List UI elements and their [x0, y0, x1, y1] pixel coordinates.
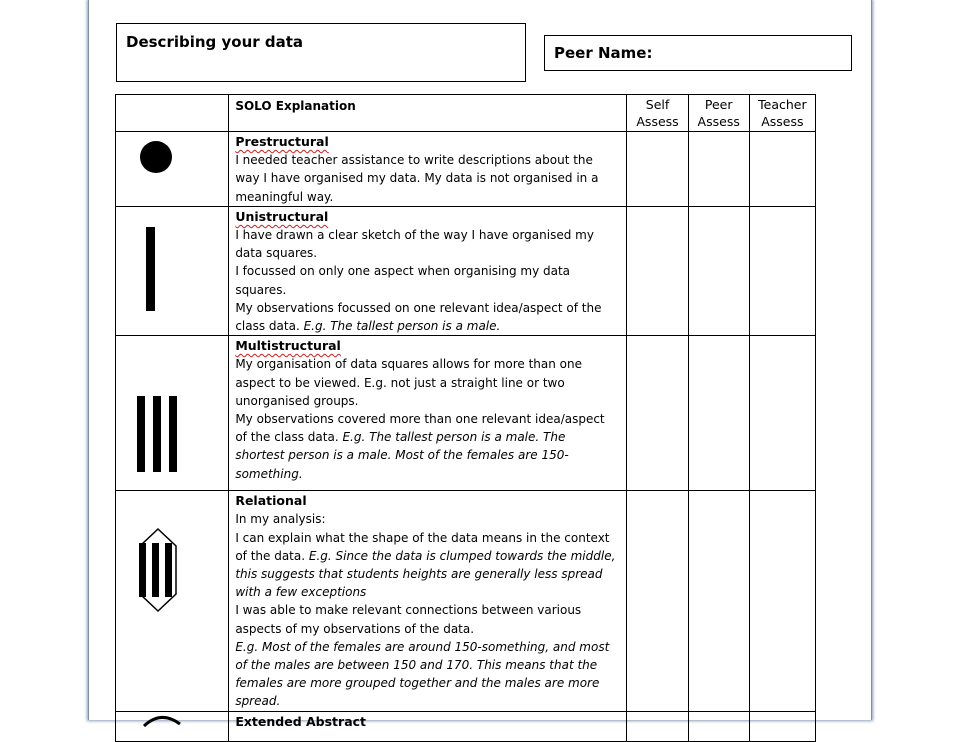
- peer-name-label: Peer Name:: [554, 44, 653, 62]
- explanation-cell: [229, 711, 627, 741]
- unistructural-bar-icon: [116, 207, 229, 331]
- level-title: Extended Abstract: [235, 713, 367, 729]
- peer-name-box[interactable]: [544, 35, 852, 71]
- self-assess-cell[interactable]: [627, 336, 688, 491]
- self-assess-header: Self Assess: [627, 95, 688, 132]
- table-row: [116, 132, 816, 207]
- peer-assess-cell[interactable]: [688, 336, 749, 491]
- self-assess-cell[interactable]: [627, 132, 688, 207]
- teacher-assess-cell[interactable]: [749, 336, 815, 491]
- level-title: Prestructural: [235, 134, 329, 149]
- explanation-cell: Unistructural I have drawn a clear sketch of the way I have organised my data squares. I focussed on only one aspect when organising my data squares. My observations focussed on one relevant idea/aspect of the class data. E.g. The tallest person is a male.: [229, 206, 627, 335]
- prestructural-dot-icon: [116, 132, 229, 206]
- peer-assess-cell[interactable]: [688, 491, 749, 711]
- self-assess-cell[interactable]: [627, 206, 688, 335]
- self-assess-cell[interactable]: [627, 491, 688, 711]
- title-box: [116, 23, 526, 82]
- symbol-cell: [116, 711, 229, 741]
- page-title: Describing your data: [126, 33, 304, 51]
- symbol-cell: [116, 336, 229, 491]
- relational-linked-bars-icon: [116, 491, 229, 710]
- level-title: Multistructural: [235, 338, 341, 354]
- teacher-assess-cell[interactable]: [749, 491, 815, 711]
- table-row: [116, 711, 816, 741]
- table-row: [116, 491, 816, 711]
- explanation-header: SOLO Explanation: [229, 95, 627, 132]
- level-title: Relational: [235, 493, 307, 509]
- explanation-cell: Relational In my analysis: I can explain what the shape of the data means in the context of the data. E.g. Since the data is clumped towards the middle, this suggests that students heights are generally less spread with a few exceptions I was able to make relevant connections between various aspects of my observations of the data. E.g. Most of the females are around 150-something, and most of the males are between 150 and 170. This means that the females are more grouped together and the males are more spread.: [229, 491, 627, 711]
- symbol-cell: [116, 491, 229, 711]
- extended-abstract-icon: [116, 712, 229, 742]
- peer-assess-cell[interactable]: [688, 206, 749, 335]
- level-title: Unistructural: [235, 208, 329, 224]
- solo-rubric-table: [115, 94, 816, 742]
- table-row: [116, 206, 816, 335]
- peer-assess-header: Peer Assess: [688, 95, 749, 132]
- teacher-assess-cell[interactable]: [749, 206, 815, 335]
- symbol-cell: [116, 132, 229, 207]
- teacher-assess-cell[interactable]: [749, 132, 815, 207]
- explanation-cell: Multistructural My organisation of data squares allows for more than one aspect to be viewed. E.g. not just a straight line or two unorganised groups. My observations covered more than one relevant idea/aspect of the class data. E.g. The tallest person is a male. The shortest person is a male. Most of the females are 150- something.: [229, 336, 627, 491]
- table-row: [116, 336, 816, 491]
- symbol-header-cell: [116, 95, 229, 132]
- teacher-assess-cell[interactable]: [749, 711, 815, 741]
- self-assess-cell[interactable]: [627, 711, 688, 741]
- multistructural-bars-icon: [116, 336, 229, 491]
- explanation-cell: Prestructural I needed teacher assistance to write descriptions about the way I have organised my data. My data is not organised in a meaningful way.: [229, 132, 627, 207]
- peer-assess-cell[interactable]: [688, 711, 749, 741]
- teacher-assess-header: Teacher Assess: [749, 95, 815, 132]
- symbol-cell: [116, 206, 229, 335]
- table-header-row: [116, 95, 816, 132]
- peer-assess-cell[interactable]: [688, 132, 749, 207]
